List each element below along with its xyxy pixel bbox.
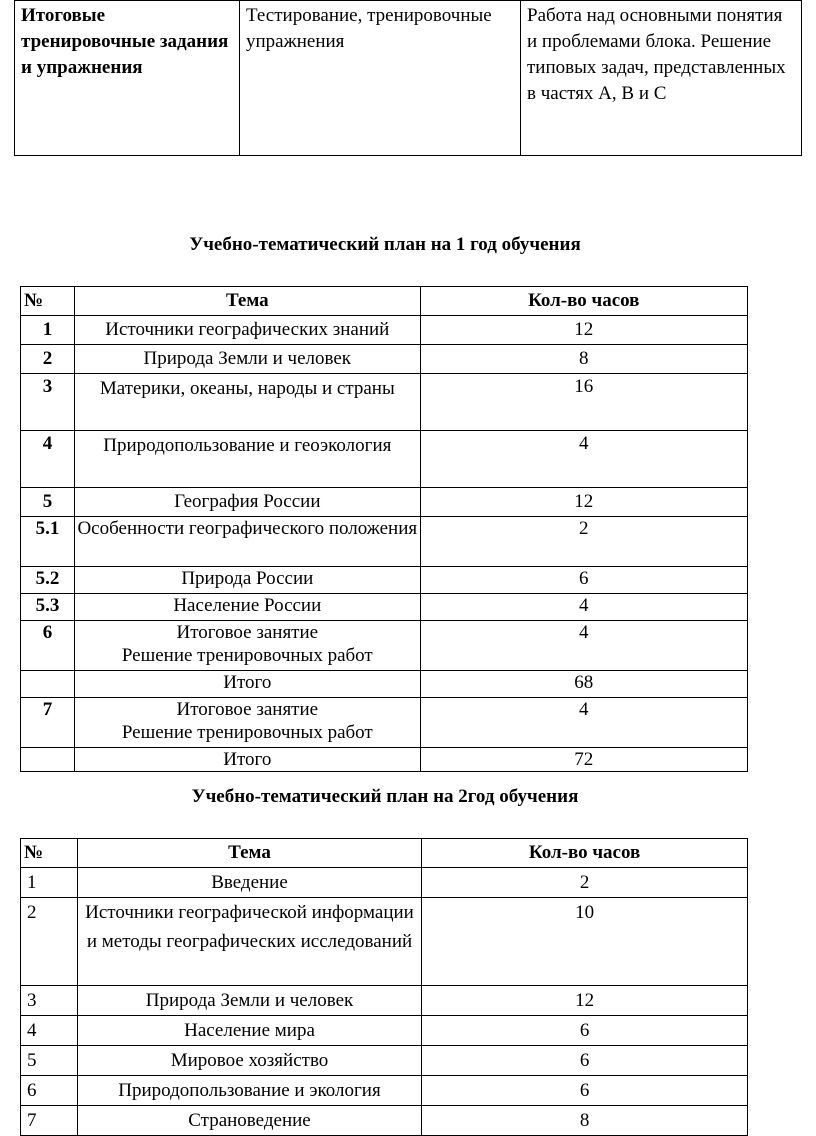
table-row	[15, 1, 802, 156]
table-row	[21, 748, 748, 772]
row-topic: Природопользование и геоэкология	[75, 431, 420, 488]
row-topic: Источники географической информации и методы географических исследований	[77, 898, 421, 986]
row-hours: 8	[422, 1106, 748, 1136]
row-hours: 4	[420, 698, 747, 748]
row-topic: Население России	[75, 594, 420, 621]
row-hours: 12	[422, 986, 748, 1016]
row-hours: 4	[420, 594, 747, 621]
row-num: 7	[21, 1106, 78, 1136]
row-topic: Природа Земли и человек	[77, 986, 421, 1016]
row-num: 4	[21, 1016, 78, 1046]
table-cell: Тестирование, тренировочные упражнения	[240, 1, 521, 156]
row-topic: Итоговое занятие Решение тренировочных работ	[75, 698, 420, 748]
row-num: 6	[21, 1076, 78, 1106]
table-header-row	[21, 839, 748, 868]
row-hours: 8	[420, 345, 747, 374]
table-row	[21, 594, 748, 621]
table-cell: Итоговые тренировочные задания и упражнения	[15, 1, 240, 156]
table-row	[21, 1016, 748, 1046]
row-topic: Население мира	[77, 1016, 421, 1046]
row-hours: 6	[420, 567, 747, 594]
table-row	[21, 986, 748, 1016]
row-num: 5	[21, 1046, 78, 1076]
row-topic: Итого	[75, 671, 420, 698]
row-topic: Страноведение	[77, 1106, 421, 1136]
row-num: 6	[21, 621, 75, 671]
header-topic: Тема	[75, 287, 420, 316]
row-topic: Особенности географического положения	[75, 517, 420, 567]
header-hours: Кол-во часов	[420, 287, 747, 316]
table-row	[21, 567, 748, 594]
table-row	[21, 374, 748, 431]
row-topic: Природа Земли и человек	[75, 345, 420, 374]
row-hours: 6	[422, 1016, 748, 1046]
plan-table-year-2	[20, 838, 748, 1136]
row-topic: Мировое хозяйство	[77, 1046, 421, 1076]
row-num: 2	[21, 345, 75, 374]
row-num: 5	[21, 488, 75, 517]
row-num: 4	[21, 431, 75, 488]
row-hours: 2	[420, 517, 747, 567]
row-hours: 6	[422, 1046, 748, 1076]
table-row	[21, 898, 748, 986]
table-header-row	[21, 287, 748, 316]
row-hours: 16	[420, 374, 747, 431]
top-table	[14, 0, 802, 156]
header-hours: Кол-во часов	[422, 839, 748, 868]
row-hours: 10	[422, 898, 748, 986]
row-topic: Источники географических знаний	[75, 316, 420, 345]
row-num: 1	[21, 868, 78, 898]
row-hours: 12	[420, 488, 747, 517]
row-topic: Материки, океаны, народы и страны	[75, 374, 420, 431]
table-row	[21, 671, 748, 698]
row-hours: 12	[420, 316, 747, 345]
row-hours: 4	[420, 431, 747, 488]
header-num: №	[21, 839, 78, 868]
table-row	[21, 698, 748, 748]
table-row	[21, 316, 748, 345]
row-num	[21, 748, 75, 772]
row-topic: Итоговое занятие Решение тренировочных работ	[75, 621, 420, 671]
row-num: 5.1	[21, 517, 75, 567]
row-num: 3	[21, 374, 75, 431]
row-num: 3	[21, 986, 78, 1016]
row-hours: 2	[422, 868, 748, 898]
row-num	[21, 671, 75, 698]
row-num: 2	[21, 898, 78, 986]
table-row	[21, 431, 748, 488]
section-title: Учебно-тематический план на 2год обучения	[191, 786, 579, 807]
header-num: №	[21, 287, 75, 316]
row-topic: География России	[75, 488, 420, 517]
table-row	[21, 488, 748, 517]
table-row	[21, 517, 748, 567]
row-num: 5.3	[21, 594, 75, 621]
row-hours: 72	[420, 748, 747, 772]
section-title: Учебно-тематический план на 1 год обучения	[189, 234, 581, 255]
row-topic: Природопользование и экология	[77, 1076, 421, 1106]
table-row	[21, 1106, 748, 1136]
table-cell: Работа над основными понятия и проблемами блока. Решение типовых задач, представленных в частях A, B и C	[521, 1, 802, 156]
table-row	[21, 621, 748, 671]
row-num: 1	[21, 316, 75, 345]
row-hours: 68	[420, 671, 747, 698]
header-topic: Тема	[77, 839, 421, 868]
row-hours: 4	[420, 621, 747, 671]
table-row	[21, 868, 748, 898]
row-hours: 6	[422, 1076, 748, 1106]
row-topic: Природа России	[75, 567, 420, 594]
table-row	[21, 1046, 748, 1076]
row-topic: Введение	[77, 868, 421, 898]
row-num: 5.2	[21, 567, 75, 594]
table-row	[21, 345, 748, 374]
table-row	[21, 1076, 748, 1106]
plan-table-year-1	[20, 286, 748, 772]
row-topic: Итого	[75, 748, 420, 772]
row-num: 7	[21, 698, 75, 748]
